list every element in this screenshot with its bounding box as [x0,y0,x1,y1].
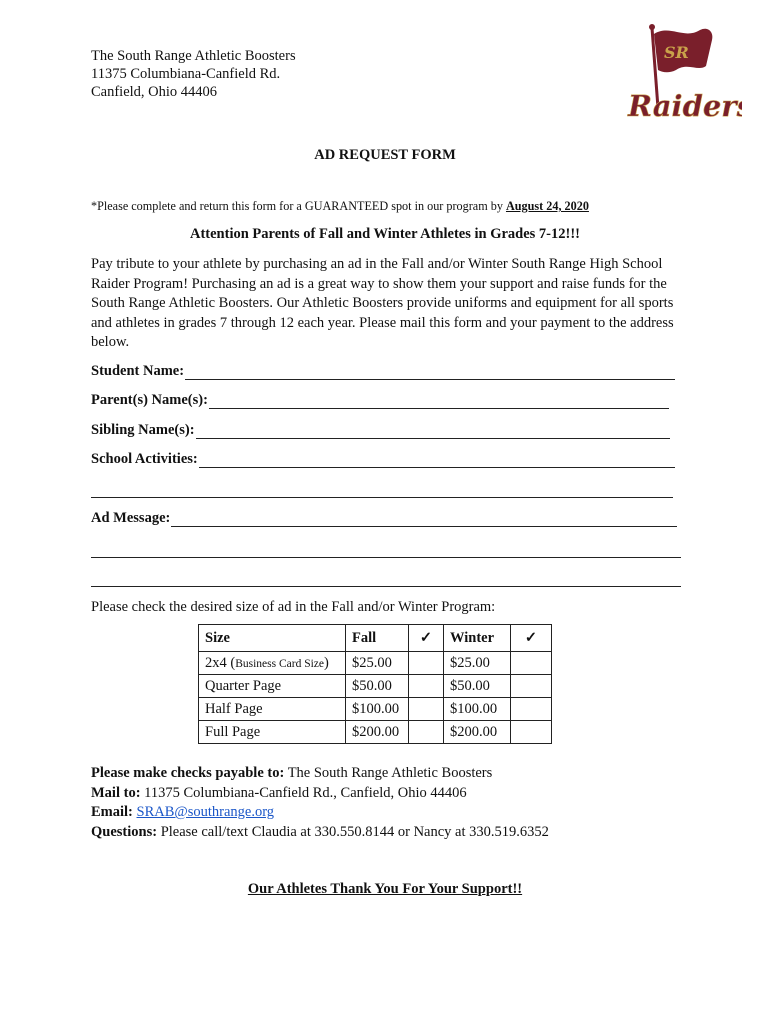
ad-size-table [198,624,552,744]
parent-names-field[interactable] [91,392,669,409]
winter-price: $25.00 [444,652,511,675]
fall-checkbox[interactable] [409,721,444,744]
winter-price: $200.00 [444,721,511,744]
size-prompt: Please check the desired size of ad in the Fall and/or Winter Program: [91,599,496,615]
mail-line [91,784,549,804]
org-name: The South Range Athletic Boosters [91,48,296,64]
deadline-date: August 24, 2020 [505,199,589,213]
questions-value: Please call/text Claudia at 330.550.8144 or Nancy at 330.519.6352 [160,823,549,840]
school-activities-line-2[interactable] [91,496,673,498]
table-row [199,675,552,698]
winter-price: $50.00 [444,675,511,698]
email-line [91,803,549,823]
size-cell: Full Page [199,721,346,744]
student-name-label: Student Name: [91,363,185,379]
fall-price: $50.00 [346,675,409,698]
form-title: AD REQUEST FORM [314,147,456,163]
fall-checkbox[interactable] [409,698,444,721]
student-name-line[interactable] [185,365,675,380]
email-link[interactable]: SRAB@southrange.org [136,804,275,820]
intro-paragraph: Pay tribute to your athlete by purchasing an ad in the Fall and/or Winter South Range High School Raider Program! Purchasing an ad is a great way to show them your support and raise funds for the South Range Athletic Boosters. Our Athletic Boosters provide uniforms and equipment for all sports and athletes in grades 7 through 12 each year. Please mail this form and your payment to the address below. [91,256,674,351]
fall-header: Fall [346,625,409,652]
mail-value: 11375 Columbiana-Canfield Rd., Canfield, Ohio 44406 [144,784,467,801]
sibling-names-field[interactable] [91,422,670,439]
table-row [199,698,552,721]
size-text: 2x4 ( [205,654,236,671]
questions-label: Questions: [91,823,158,840]
winter-checkbox[interactable] [511,721,552,744]
notice-text: *Please complete and return this form for a GUARANTEED spot in our program by [91,199,503,213]
student-name-field[interactable] [91,363,675,380]
email-label: Email: [91,804,133,820]
mail-label: Mail to: [91,784,141,801]
questions-line [91,823,549,843]
svg-text:Raiders: Raiders [628,89,742,123]
winter-checkbox[interactable] [511,652,552,675]
parent-names-label: Parent(s) Name(s): [91,392,208,408]
school-activities-label: School Activities: [91,451,198,467]
size-header: Size [199,625,346,652]
school-activities-line[interactable] [199,453,675,468]
ad-message-line[interactable] [171,512,677,527]
winter-checkbox[interactable] [511,698,552,721]
attention-heading: Attention Parents of Fall and Winter Athletes in Grades 7-12!!! [189,226,580,242]
winter-header: Winter [444,625,511,652]
ad-message-line-2[interactable] [91,556,681,558]
table-header-row [199,625,552,652]
raider-flag-logo [622,22,742,130]
fall-price: $100.00 [346,698,409,721]
sibling-names-line[interactable] [196,424,670,439]
fall-price: $200.00 [346,721,409,744]
fall-checkbox[interactable] [409,675,444,698]
fall-price: $25.00 [346,652,409,675]
fall-check-header: ✓ [409,625,444,652]
checks-label: Please make checks payable to: [91,765,285,781]
winter-check-header: ✓ [511,625,552,652]
size-note: Business Card Size [235,657,325,670]
sibling-names-label: Sibling Name(s): [91,422,195,438]
deadline-notice [91,199,589,214]
fall-checkbox[interactable] [409,652,444,675]
table-row [199,721,552,744]
parent-names-line[interactable] [209,394,669,409]
return-address [91,47,296,101]
city-state-zip: Canfield, Ohio 44406 [91,84,218,100]
ad-message-label: Ad Message: [91,510,171,526]
ad-message-field[interactable] [91,510,677,527]
size-cell [199,652,346,675]
school-activities-field[interactable] [91,451,675,468]
table-row [199,652,552,675]
checks-value: The South Range Athletic Boosters [287,765,493,781]
payment-info [91,764,549,842]
winter-price: $100.00 [444,698,511,721]
size-close: ) [324,654,329,671]
ad-message-line-3[interactable] [91,585,681,587]
checks-line [91,764,549,784]
winter-checkbox[interactable] [511,675,552,698]
svg-text:SR: SR [664,43,689,62]
size-cell: Half Page [199,698,346,721]
closing-message: Our Athletes Thank You For Your Support!! [247,881,523,897]
street-address: 11375 Columbiana-Canfield Rd. [91,66,281,82]
size-cell: Quarter Page [199,675,346,698]
